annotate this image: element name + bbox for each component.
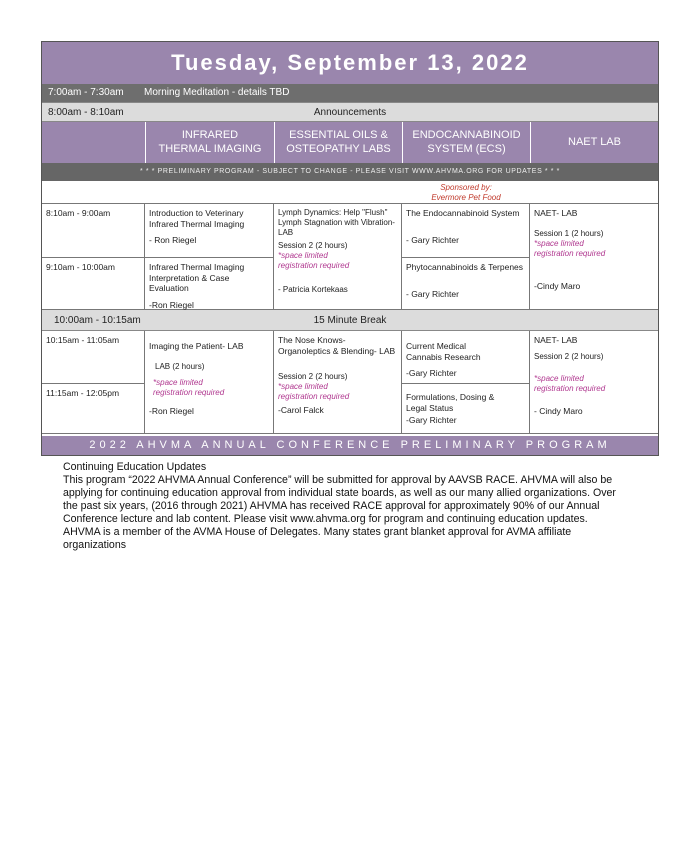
- morning-label: Morning Meditation - details TBD: [144, 87, 290, 98]
- session-title: Infrared Thermal Imaging Interpretation & Case Evaluation: [149, 262, 245, 294]
- space-limited-note: *space limited registration required: [153, 377, 225, 397]
- schedule-table: [41, 41, 659, 456]
- track-header-oils: ESSENTIAL OILS & OSTEOPATHY LABS: [274, 122, 402, 163]
- break-row: [42, 310, 658, 331]
- space-limited-note: *space limited registration required: [534, 373, 606, 393]
- schedule-title: Tuesday, September 13, 2022: [42, 42, 658, 84]
- session-title: Imaging the Patient- LAB: [149, 341, 244, 351]
- session-title: Introduction to Veterinary Infrared Thermal Imaging: [149, 208, 245, 229]
- session-intro-thermal: [145, 204, 274, 258]
- session-phytocannabinoids: [402, 258, 530, 310]
- session-title: Lymph Dynamics: Help "Flush" Lymph Stagnation with Vibration- LAB: [278, 208, 395, 237]
- morning-row: [42, 84, 658, 102]
- break-label: 15 Minute Break: [313, 315, 387, 326]
- session-speaker: - Gary Richter: [406, 234, 459, 245]
- announcements-time: 8:00am - 8:10am: [48, 107, 124, 118]
- space-limited-note: *space limited registration required: [278, 251, 350, 270]
- session-speaker: - Cindy Maro: [534, 405, 583, 416]
- session-title: NAET- LAB: [534, 208, 578, 218]
- preliminary-notice: * * * PRELIMINARY PROGRAM - SUBJECT TO CHANGE - PLEASE VISIT WWW.AHVMA.ORG FOR UPDATES * * *: [42, 163, 658, 181]
- session-length: Session 1 (2 hours): [534, 228, 604, 238]
- session-title: Current Medical Cannabis Research: [406, 341, 481, 362]
- announcements-row: [42, 102, 658, 122]
- session-speaker: -Gary Richter: [406, 368, 457, 379]
- session-endocannabinoid-system: [402, 204, 530, 258]
- session-naet-lab-2: [530, 331, 658, 434]
- announcements-label: Announcements: [313, 107, 387, 118]
- ce-paragraph-1: This program “2022 AHVMA Annual Conference” will be submitted for approval by AAVSB RACE. AHVMA will also be applying for continuing education approval from individual state boards, as well as our many allied organizations. Over the past six years, (2016 through 2021) AHVMA has received RACE approval for approximately 90% of our Annual Conference lecture and lab content. Please visit www.ahvma.org for program and continuing education updates.: [63, 474, 616, 525]
- session-naet-lab-1: [530, 204, 658, 310]
- session-lymph-dynamics: [274, 204, 402, 310]
- session-cannabis-research: [402, 331, 530, 384]
- sponsor-line2: Evermore Pet Food: [431, 192, 501, 202]
- time-slot-2: 9:10am - 10:00am: [42, 258, 145, 310]
- session-nose-knows: [274, 331, 402, 434]
- session-length: Session 2 (2 hours): [278, 241, 348, 250]
- header-spacer: [42, 122, 145, 163]
- session-title: Phytocannabinoids & Terpenes: [406, 262, 524, 272]
- session-speaker: -Gary Richter: [406, 415, 457, 426]
- ce-heading: Continuing Education Updates: [63, 461, 207, 473]
- track-header-naet: NAET LAB: [530, 122, 658, 163]
- space-limited-note: *space limited registration required: [534, 238, 606, 258]
- session-speaker: - Ron Riegel: [149, 235, 197, 246]
- break-time: 10:00am - 10:15am: [54, 315, 141, 326]
- session-title: The Endocannabinoid System: [406, 208, 520, 218]
- session-imaging-patient: [145, 331, 274, 434]
- session-speaker: - Patricia Kortekaas: [278, 285, 348, 294]
- track-header-thermal: INFRARED THERMAL IMAGING: [145, 122, 274, 163]
- morning-time: 7:00am - 7:30am: [48, 87, 124, 98]
- session-title: Formulations, Dosing & Legal Status: [406, 392, 495, 413]
- session-length: Session 2 (2 hours): [534, 351, 604, 361]
- session-length: LAB (2 hours): [155, 361, 205, 371]
- sponsor-row: [42, 181, 658, 204]
- time-slot-4: 11:15am - 12:05pm: [42, 384, 145, 434]
- session-formulations-dosing: [402, 384, 530, 434]
- session-speaker: - Gary Richter: [406, 288, 459, 299]
- sponsor-text: [402, 183, 530, 202]
- session-speaker: -Ron Riegel: [149, 299, 194, 310]
- session-title: NAET- LAB: [534, 335, 578, 345]
- session-speaker: -Ron Riegel: [149, 405, 194, 416]
- session-thermal-interpretation: [145, 258, 274, 310]
- program-footer: 2022 AHVMA ANNUAL CONFERENCE PRELIMINARY PROGRAM: [42, 436, 658, 455]
- time-slot-3: 10:15am - 11:05am: [42, 331, 145, 384]
- space-limited-note: *space limited registration required: [278, 382, 350, 402]
- ce-paragraph-2: AHVMA is a member of the AVMA House of Delegates. Many states grant blanket approval for AVMA affiliate organizations: [63, 526, 572, 551]
- session-title: The Nose Knows- Organoleptics & Blending- LAB: [278, 335, 396, 356]
- session-speaker: -Cindy Maro: [534, 280, 581, 291]
- session-speaker: -Carol Falck: [278, 405, 324, 416]
- session-length: Session 2 (2 hours): [278, 372, 348, 382]
- track-header-ecs: ENDOCANNABINOID SYSTEM (ECS): [402, 122, 530, 163]
- continuing-education-section: [63, 461, 623, 552]
- time-slot-1: 8:10am - 9:00am: [42, 204, 145, 258]
- sponsor-line1: Sponsored by:: [440, 183, 492, 192]
